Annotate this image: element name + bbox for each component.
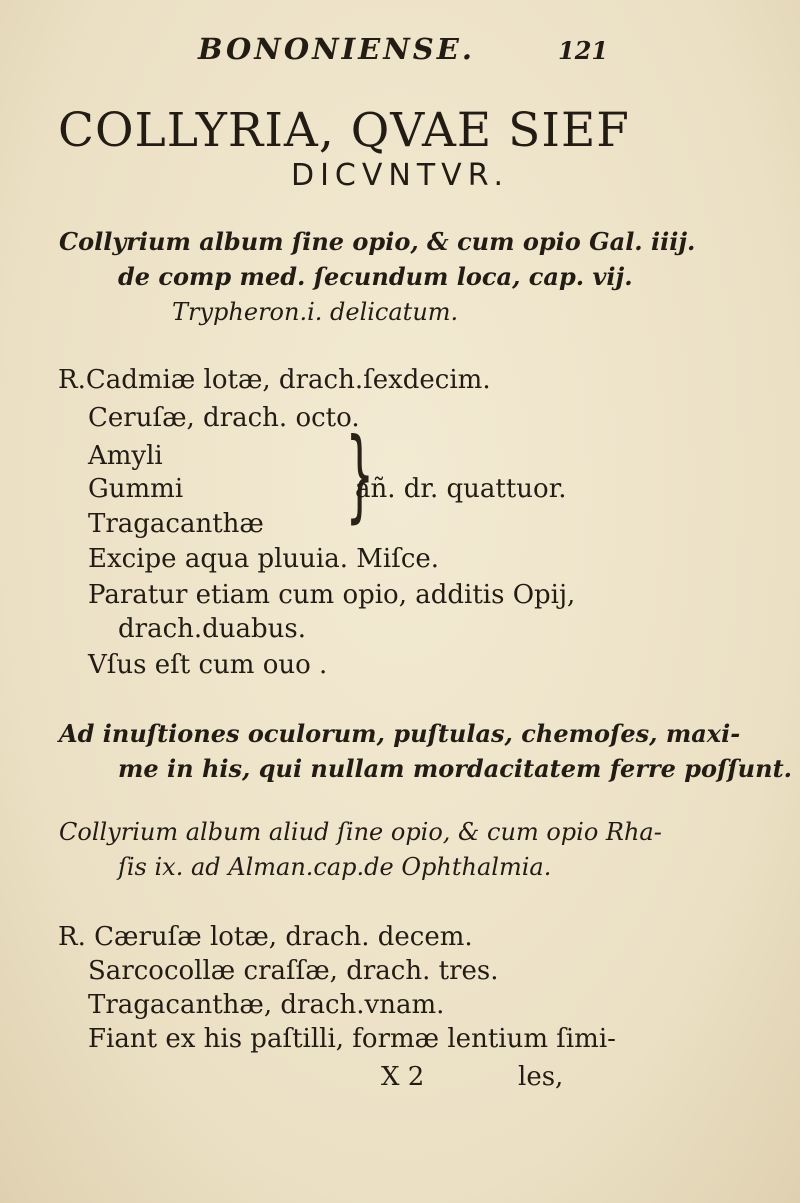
recipe2-source-line: Collyrium album aliud ſine opio, & cum opio Rha- <box>59 818 662 846</box>
recipe1-grouped-item: Gummi <box>88 474 184 504</box>
recipe1-grouped-item: Amyli <box>88 441 163 471</box>
recipe1-grouped-item: Tragacanthæ <box>88 509 264 539</box>
recipe2-ingredient: Tragacanthæ, drach.vnam. <box>88 990 445 1020</box>
recipe1-source-line: Trypheron.i. delicatum. <box>172 298 459 326</box>
section-heading-continued: DICVNTVR. <box>290 158 510 193</box>
section-heading: COLLYRIA, QVAE SIEF <box>58 103 630 158</box>
recipe1-source-line: de comp med. ſecundum loca, cap. vij. <box>118 262 633 291</box>
recipe1-grouped-amount: añ. dr. quattuor. <box>355 474 567 504</box>
catchword: les, <box>518 1062 564 1092</box>
usage-note-line: me in his, qui nullam mordacitatem ferre poſſunt. <box>118 754 793 783</box>
recipe1-instruction: Vſus eſt cum ouo . <box>88 650 328 680</box>
brace-icon: } <box>345 416 375 533</box>
recipe2-ingredient: Fiant ex his paſtilli, formæ lentium ſimi- <box>88 1024 616 1054</box>
recipe1-instruction: Excipe aqua pluuia. Miſce. <box>88 544 440 574</box>
recipe2-ingredient: Sarcocollæ craſſæ, drach. tres. <box>88 956 499 986</box>
recipe1-instruction: drach.duabus. <box>118 614 307 644</box>
usage-note-line: Ad inuſtiones oculorum, puſtulas, chemoſes, maxi- <box>59 719 741 748</box>
recipe1-instruction: Paratur etiam cum opio, additis Opij, <box>88 580 576 610</box>
recipe1-ingredient: R.Cadmiæ lotæ, drach.ſexdecim. <box>58 365 491 395</box>
page-number: 121 <box>558 36 609 65</box>
running-title: BONONIENSE. <box>198 32 475 66</box>
running-head <box>0 22 800 72</box>
recipe2-ingredient: R. Cæruſæ lotæ, drach. decem. <box>58 922 473 952</box>
recipe1-ingredient: Ceruſæ, drach. octo. <box>88 403 360 433</box>
signature-mark: X 2 <box>381 1062 425 1092</box>
recipe1-source-line: Collyrium album ſine opio, & cum opio Gal. iiij. <box>59 227 696 256</box>
recipe2-source-line: ſis ix. ad Alman.cap.de Ophthalmia. <box>118 853 552 881</box>
